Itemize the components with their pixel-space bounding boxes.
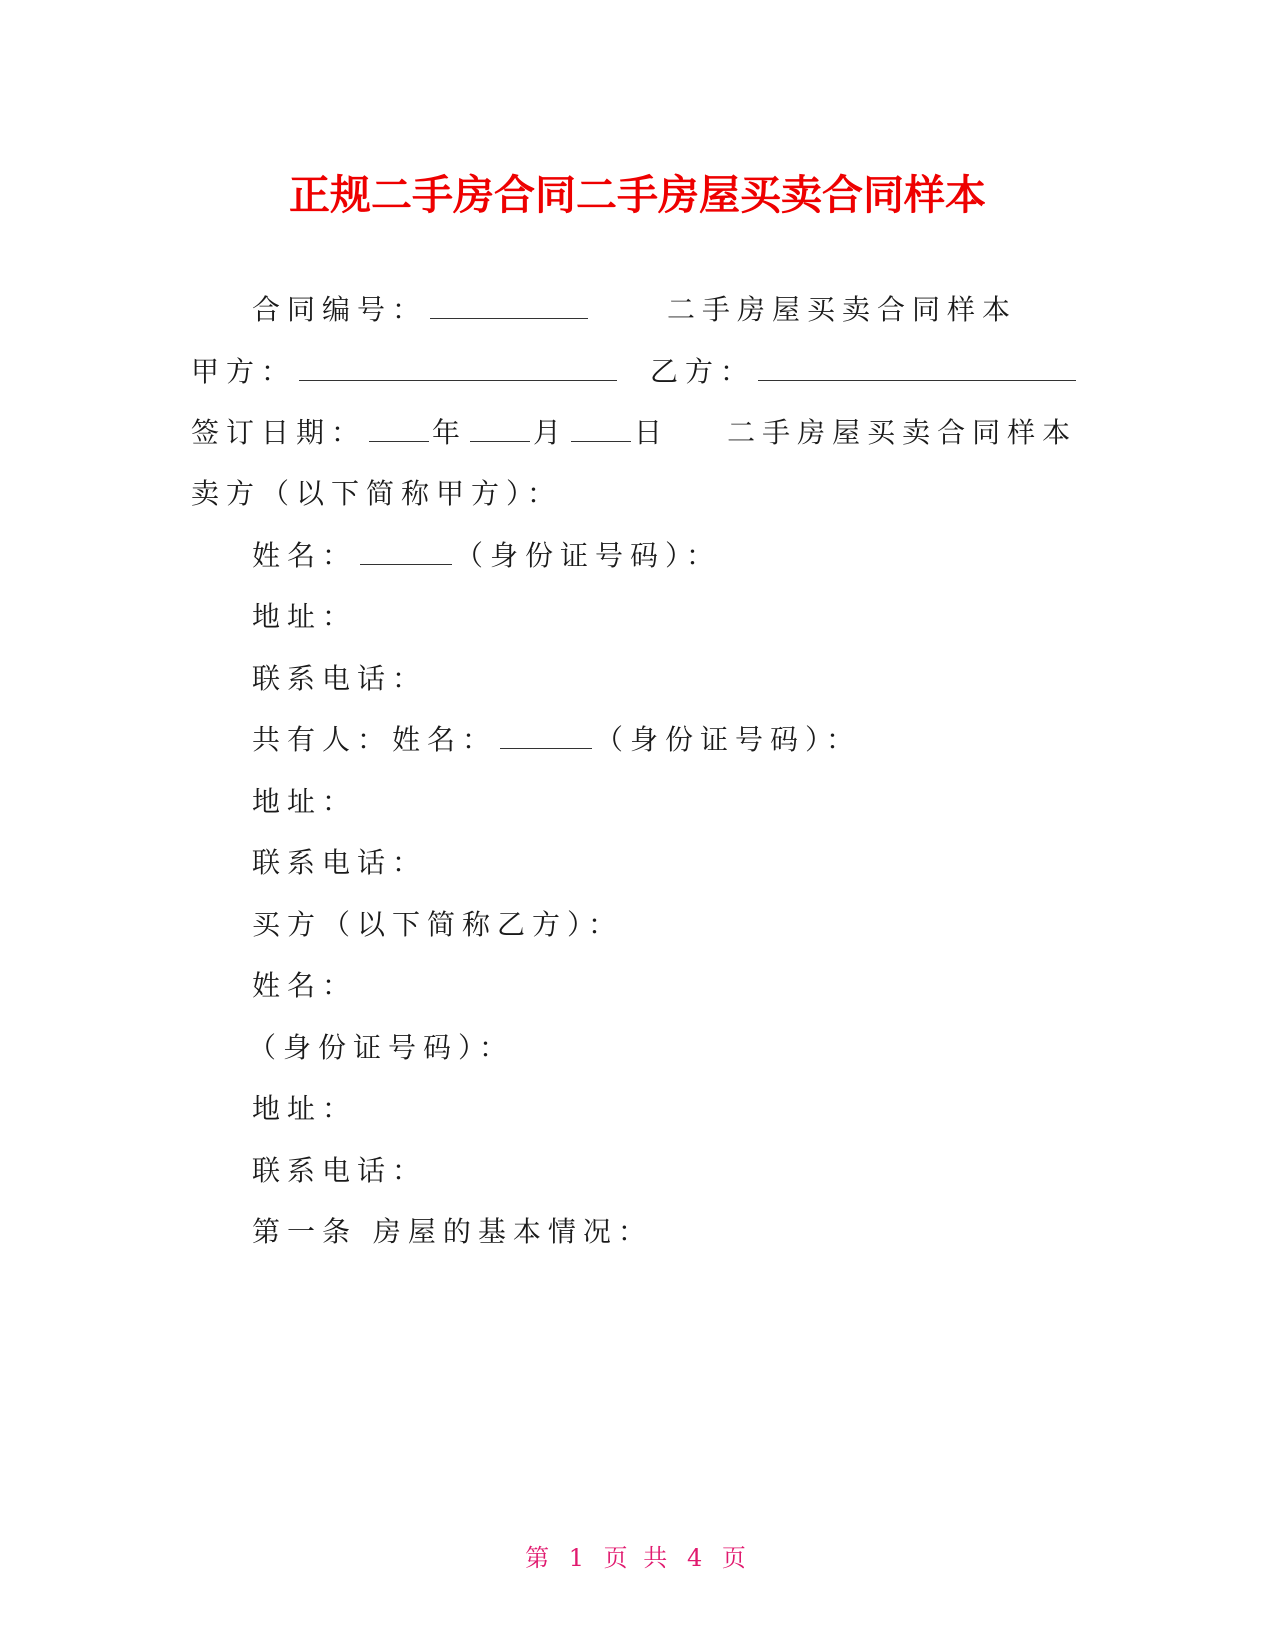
co-owner-label: 共有人：姓名： (252, 723, 498, 756)
page-footer (0, 1538, 1275, 1573)
parties-line (191, 352, 1079, 392)
seller-name-label: 姓名： (252, 539, 358, 572)
buyer-phone-label: 联系电话： (252, 1154, 428, 1187)
contract-number-line (252, 290, 1017, 330)
document-title: 正规二手房合同二手房屋买卖合同样本 (289, 171, 986, 219)
sign-date-label: 签订日期： (191, 416, 367, 449)
seller-name-blank (360, 542, 452, 565)
day-label: 日 (634, 416, 670, 449)
day-blank (571, 419, 631, 442)
buyer-heading: 买方（以下简称乙方）： (252, 908, 624, 941)
footer-page-number: 1 (568, 1544, 589, 1572)
year-blank (369, 419, 429, 442)
contract-number-label: 合同编号： (252, 293, 428, 326)
buyer-name-label: 姓名： (252, 969, 358, 1002)
subtitle-1: 二手房屋买卖合同样本 (667, 293, 1018, 326)
seller-name-line (252, 536, 721, 576)
footer-suffix: 页 (721, 1544, 750, 1572)
co-owner-address-label: 地址： (252, 785, 358, 818)
footer-total-pages: 4 (686, 1544, 707, 1572)
subtitle-2: 二手房屋买卖合同样本 (727, 416, 1078, 449)
article-1-heading: 第一条 房屋的基本情况： (252, 1215, 653, 1248)
contract-number-blank (430, 296, 588, 319)
seller-id-label: （身份证号码）： (455, 539, 722, 572)
footer-prefix: 第 (525, 1544, 554, 1572)
party-a-blank (299, 358, 617, 381)
seller-address-label: 地址： (252, 600, 358, 633)
seller-heading: 卖方（以下简称甲方）： (191, 477, 563, 510)
footer-mid: 页 共 (603, 1544, 672, 1572)
party-b-blank (758, 358, 1076, 381)
co-owner-name-blank (500, 726, 592, 749)
co-owner-name-line (252, 720, 861, 760)
buyer-id-label: （身份证号码）： (248, 1031, 515, 1064)
sign-date-line (191, 413, 1077, 453)
month-blank (470, 419, 530, 442)
buyer-address-label: 地址： (252, 1092, 358, 1125)
party-a-label: 甲方： (191, 355, 297, 388)
party-b-label: 乙方： (650, 355, 756, 388)
seller-phone-label: 联系电话： (252, 662, 428, 695)
year-label: 年 (432, 416, 468, 449)
co-owner-phone-label: 联系电话： (252, 846, 428, 879)
month-label: 月 (533, 416, 569, 449)
co-owner-id-label: （身份证号码）： (595, 723, 862, 756)
